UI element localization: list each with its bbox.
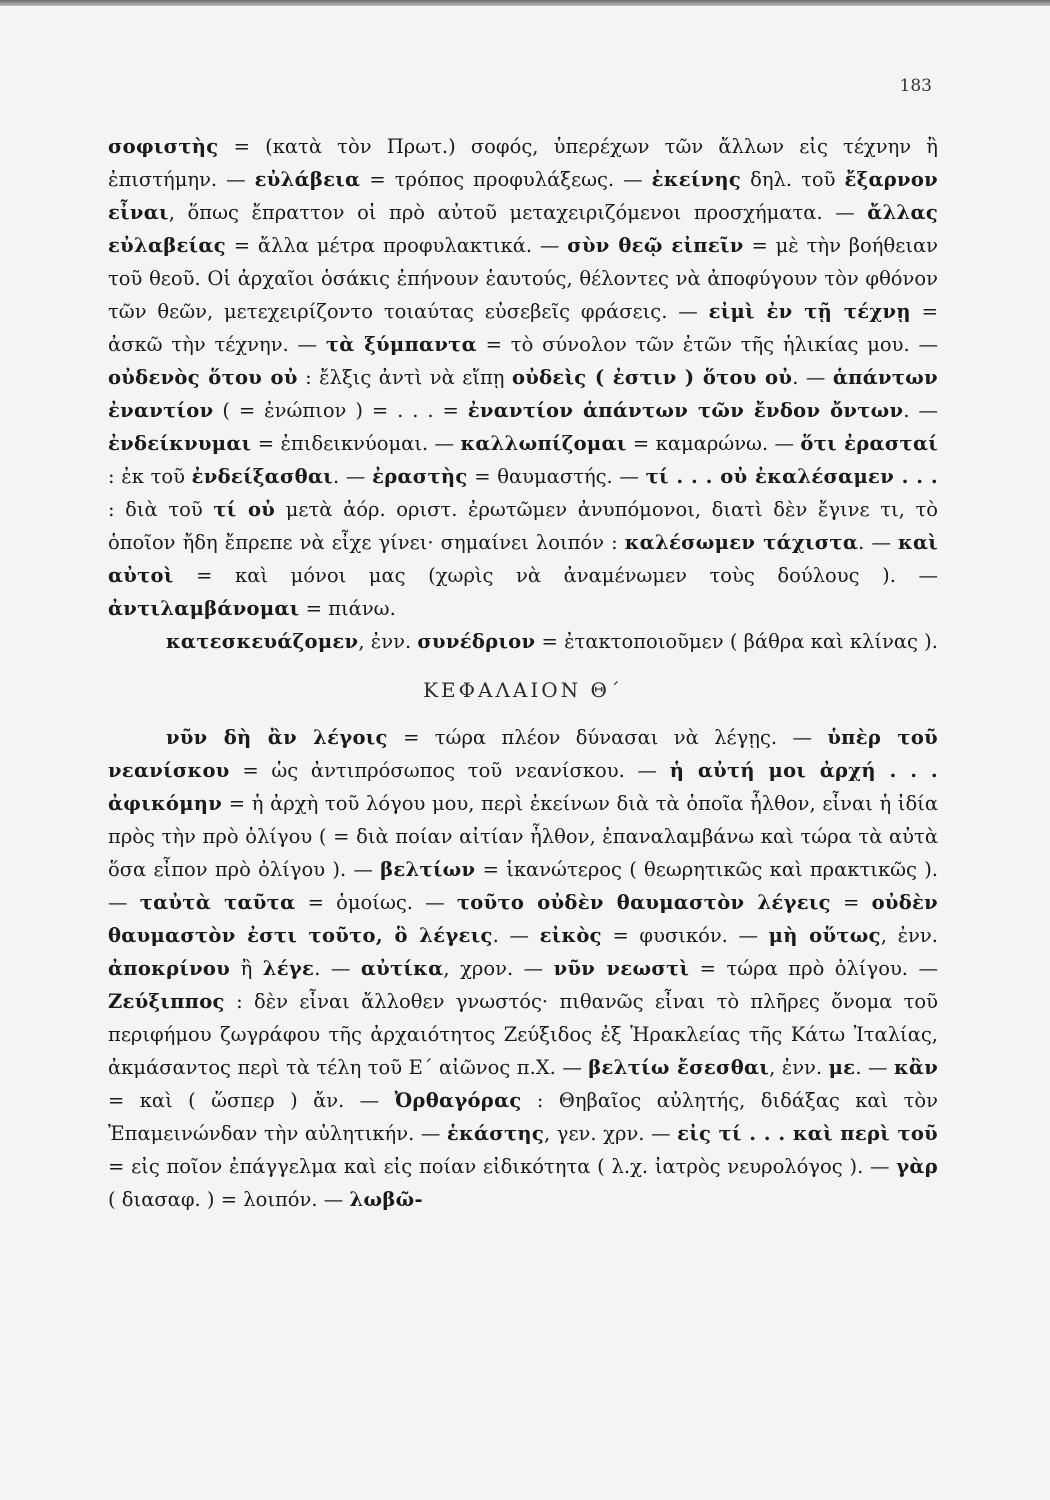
page-number: 183 xyxy=(899,76,932,96)
gloss-text: = ἡ ἀρχὴ τοῦ λόγου μου, περὶ ἐκείνων διὰ τὰ ὁποῖα ἦλθον, εἶναι ἡ ἰδία πρὸς τὴν πρὸ ὀλίγου ( = διὰ ποίαν αἰτίαν ἦλθον, ἐπαναλαμβάνω καὶ τώρα τὰ αὐτὰ ὅσα εἶπον πρὸ ὀλίγου ). — xyxy=(108,792,938,881)
gloss-text: = εἰς ποῖον ἐπάγγελμα καὶ εἰς ποίαν εἰδικότητα ( λ.χ. ἰατρὸς νευρολόγος ). — xyxy=(108,1155,897,1178)
headword: Ὀρθαγόρας xyxy=(394,1089,522,1112)
glossary-block-2 xyxy=(108,625,938,658)
gloss-text: = ἐπιδεικνύομαι. — xyxy=(251,432,461,455)
gloss-text: = καὶ μόνοι μας (χωρὶς νὰ ἀναμένωμεν τοὺς δούλους ). — xyxy=(173,564,938,587)
headword: βελτίω ἔσεσθαι xyxy=(588,1056,770,1079)
gloss-text: . — xyxy=(333,465,373,488)
gloss-text: . — xyxy=(903,399,938,422)
headword: ἔξαρνον εἶναι xyxy=(108,168,939,224)
headword: ἀποκρίνου xyxy=(108,957,231,980)
chapter-title: ΚΕΦΑΛΑΙΟΝ Θ΄ xyxy=(423,678,623,702)
gloss-text: , ἐνν. xyxy=(358,630,418,653)
headword: γὰρ xyxy=(896,1155,938,1178)
headword: σοφιστὴς xyxy=(108,135,219,158)
gloss-text: , ἐνν. xyxy=(769,1056,829,1079)
glossary-block-1 xyxy=(108,130,938,625)
gloss-text: . — xyxy=(492,924,540,947)
headword: βελτίων xyxy=(380,858,476,881)
headword: ἑκάστης xyxy=(446,1122,545,1145)
headword: ἀντιλαμβάνομαι xyxy=(108,597,300,620)
gloss-text: = ἀσκῶ τὴν τέχνην. — xyxy=(108,300,939,356)
headword: ἐραστὴς xyxy=(372,465,468,488)
headword: οὐδεὶς ( ἐστιν ) ὅτου οὐ xyxy=(511,366,793,389)
headword: ἄλλας εὐλαβείας xyxy=(108,201,938,257)
headword: τὰ ξύμπαντα xyxy=(325,333,477,356)
gloss-text: . — xyxy=(792,366,833,389)
headword: καὶ αὐτοὶ xyxy=(108,531,939,587)
gloss-text: = τώρα πρὸ ὀλίγου. — xyxy=(689,957,938,980)
gloss-text: = μὲ τὴν βοήθειαν τοῦ θεοῦ. Οἱ ἀρχαῖοι ὁσάκις ἐπήνουν ἑαυτούς, θέλοντες νὰ ἀποφύγουν τὸν φθόνον τῶν θεῶν, μετεχειρίζοντο τοιαύτας εὐσεβεῖς φράσεις. — xyxy=(108,234,938,323)
gloss-text: = καμαρώνω. — xyxy=(626,432,801,455)
headword: κατεσκευάζομεν xyxy=(166,630,359,653)
headword: μὴ οὕτως xyxy=(768,924,881,947)
gloss-text: . — xyxy=(858,531,899,554)
gloss-text: = ὁμοίως. — xyxy=(295,891,457,914)
gloss-text: , ὅπως ἔπραττον οἱ πρὸ αὐτοῦ μεταχειριζόμενοι προσχήματα. — xyxy=(168,201,868,224)
headword: κἂν xyxy=(893,1056,939,1079)
headword: εἰς τί . . . καὶ περὶ τοῦ xyxy=(677,1122,939,1145)
gloss-text: : δὲν εἶναι ἄλλοθεν γνωστός· πιθανῶς εἶναι τὸ πλῆρες ὄνομα τοῦ περιφήμου ζωγράφου τῆς ἀρχαιότητος Ζεύξιδος ἐξ Ἡρακλείας τῆς Κάτω Ἰταλίας, ἀκμάσαντος περὶ τὰ τέλη τοῦ Ε΄ αἰῶνος π.Χ. — xyxy=(108,990,938,1079)
headword: τί . . . οὐ ἐκαλέσαμεν . . . xyxy=(645,465,938,488)
headword: νῦν νεωστὶ xyxy=(553,957,690,980)
gloss-text: = ἱκανώτερος ( θεωρητικῶς καὶ πρακτικῶς ). — xyxy=(108,858,938,914)
gloss-text: , ἐνν. xyxy=(880,924,938,947)
headword: εἰμὶ ἐν τῇ τέχνῃ xyxy=(708,300,911,323)
body-text xyxy=(108,130,938,1216)
headword: ταὐτὰ ταῦτα xyxy=(139,891,296,914)
gloss-text: μετὰ ἀόρ. οριστ. ἐρωτῶμεν ἀνυπόμονοι, διατὶ δὲν ἔγινε τι, τὸ ὁποῖον ἤδη ἔπρεπε νὰ εἶχε γίνει· σημαίνει λοιπόν : xyxy=(108,498,938,554)
gloss-text: = θαυμαστής. — xyxy=(467,465,646,488)
gloss-text: = καὶ ( ὥσπερ ) ἄν. — xyxy=(108,1089,395,1112)
headword: συνέδριον xyxy=(417,630,536,653)
headword: λέγε xyxy=(262,957,315,980)
headword: ὅτι ἐρασταί xyxy=(800,432,938,455)
headword: ἡ αὐτή μοι ἀρχή . . . ἀφικόμην xyxy=(108,759,938,815)
glossary-block-3 xyxy=(108,721,938,1216)
headword: Ζεύξιππος xyxy=(108,990,225,1013)
gloss-text: : Θηβαῖος αὐλητής, διδάξας καὶ τὸν Ἐπαμεινώνδαν τὴν αὐλητικήν. — xyxy=(108,1089,939,1145)
headword: ἐκείνης xyxy=(651,168,742,191)
headword: σὺν θεῷ εἰπεῖν xyxy=(567,234,744,257)
gloss-text: : ἔλξις ἀντὶ νὰ εἴπῃ xyxy=(297,366,512,389)
headword: ἐναντίον ἁπάντων τῶν ἔνδον ὄντων xyxy=(467,399,904,422)
gloss-text: = τώρα πλέον δύνασαι νὰ λέγῃς. — xyxy=(387,726,828,749)
gloss-text: = ἐτακτοποιοῦμεν ( βάθρα καὶ κλίνας ). xyxy=(535,630,938,653)
headword: ἐνδείξασθαι xyxy=(191,465,334,488)
gloss-text: = φυσικόν. — xyxy=(601,924,769,947)
headword: καλέσωμεν τάχιστα xyxy=(624,531,859,554)
headword: ἐνδείκνυμαι xyxy=(108,432,252,455)
headword: ἁπάντων ἐναντίον xyxy=(108,366,938,422)
gloss-text: δηλ. τοῦ xyxy=(741,168,845,191)
gloss-text: = τρόπος προφυλάξεως. — xyxy=(360,168,652,191)
gloss-text: , γεν. χρν. — xyxy=(544,1122,678,1145)
headword: τί οὐ xyxy=(213,498,276,521)
gloss-text: = τὸ σύνολον τῶν ἐτῶν τῆς ἡλικίας μου. — xyxy=(476,333,939,356)
headword: εὐλάβεια xyxy=(254,168,361,191)
headword: λωβῶ- xyxy=(349,1188,423,1211)
headword: ὑπὲρ τοῦ νεανίσκου xyxy=(108,726,938,782)
headword: οὐδενὸς ὅτου οὐ xyxy=(108,366,298,389)
headword: οὐδὲν θαυμαστὸν ἐστι τοῦτο, ὃ λέγεις xyxy=(108,891,939,947)
gloss-text: ( = ἐνώπιον ) = . . . = xyxy=(213,399,468,422)
gloss-text: . — xyxy=(314,957,361,980)
gloss-text: = xyxy=(830,891,872,914)
gloss-text: = ὡς ἀντιπρόσωπος τοῦ νεανίσκου. — xyxy=(229,759,670,782)
gloss-text: , χρον. — xyxy=(443,957,554,980)
headword: με xyxy=(828,1056,856,1079)
gloss-text: = (κατὰ τὸν Πρωτ.) σοφός, ὑπερέχων τῶν ἄλλων εἰς τέχνην ἢ ἐπιστήμην. — xyxy=(108,135,938,191)
gloss-text: : ἐκ τοῦ xyxy=(108,465,192,488)
gloss-text: = ἄλλα μέτρα προφυλακτικά. — xyxy=(225,234,568,257)
gloss-text: ( διασαφ. ) = λοιπόν. — xyxy=(108,1188,350,1211)
headword: αὐτίκα xyxy=(360,957,444,980)
gloss-text: ἢ xyxy=(230,957,263,980)
scan-top-edge xyxy=(0,0,1050,6)
gloss-text: . — xyxy=(855,1056,894,1079)
headword: καλλωπίζομαι xyxy=(460,432,627,455)
gloss-text: : διὰ τοῦ xyxy=(108,498,214,521)
headword: νῦν δὴ ἂν λέγοις xyxy=(166,726,388,749)
headword: τοῦτο οὐδὲν θαυμαστὸν λέγεις xyxy=(456,891,831,914)
headword: εἰκὸς xyxy=(539,924,602,947)
gloss-text: = πιάνω. xyxy=(299,597,396,620)
